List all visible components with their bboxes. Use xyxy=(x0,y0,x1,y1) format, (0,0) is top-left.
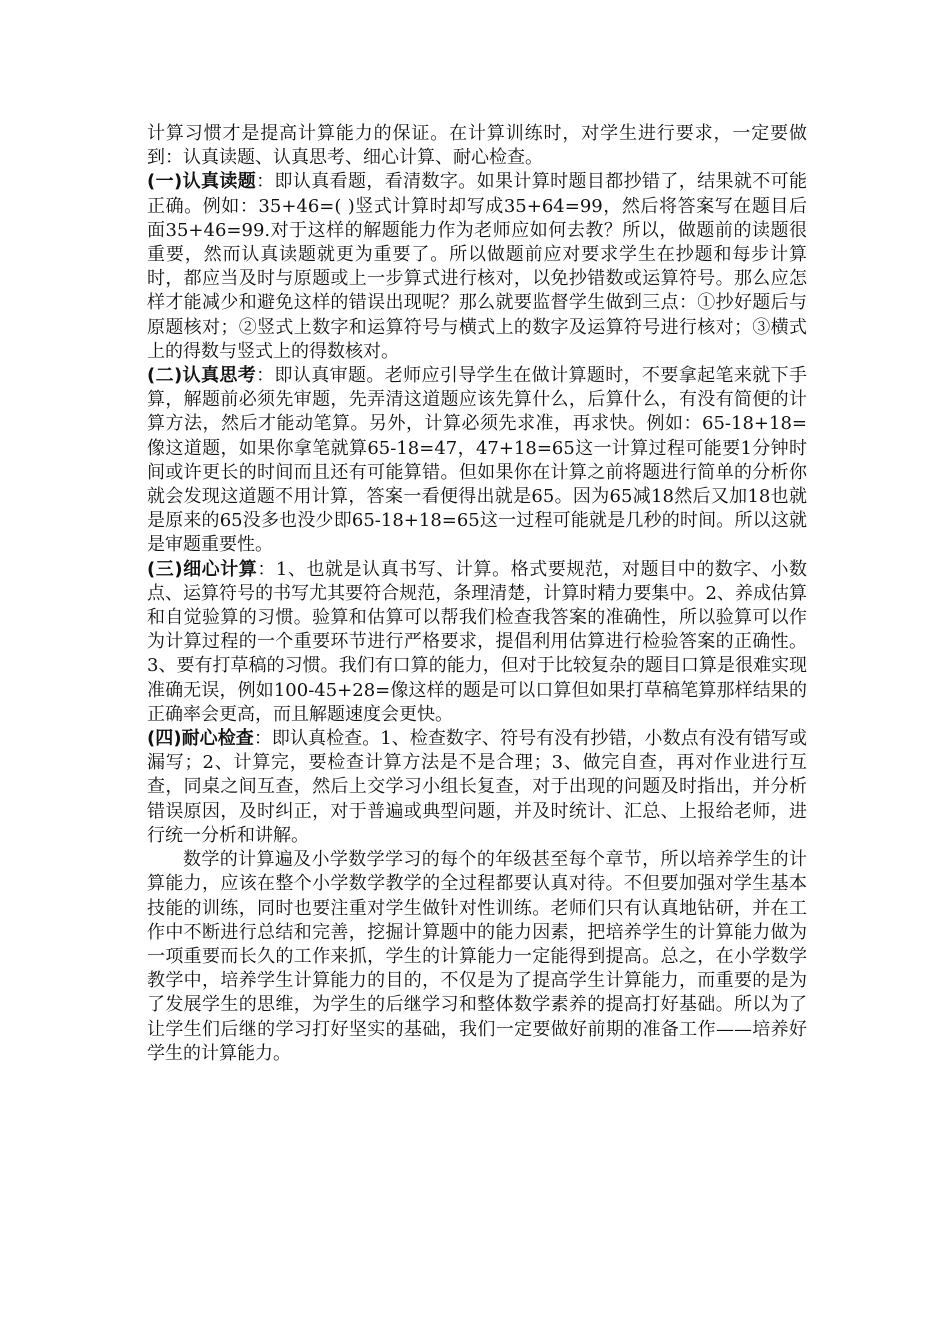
section-heading: (二)认真思考 xyxy=(147,365,257,387)
section-body: ：即认真看题，看清数字。如果计算时题目都抄错了，结果就不可能正确。例如：35+46=( )竖式计算时却写成35+64=99，然后将答案写在题目后面35+46=99.对于这样的解题能力作为老师应如何去教？所以，做题前的读题很重要，然而认真读题就更为重要了。所以做题前应对要求学生在抄题和每步计算时，都应当及时与原题或上一步算式进行核对，以免抄错数或运算符号。那么应怎样才能减少和避免这样的错误出现呢？那么就要监督学生做到三点：①抄好题后与原题核对；②竖式上数字和运算符号与横式上的数字及运算符号进行核对；③横式上的得数与竖式上的得数核对。 xyxy=(147,171,808,362)
section-body: ：即认真检查。1、检查数字、符号有没有抄错，小数点有没有错写或漏写；2、计算完，要检查计算方法是不是合理；3、做完自查，再对作业进行互查，同桌之间互查，然后上交学习小组长复查，对于出现的问题及时指出，并分析错误原因，及时纠正，对于普遍或典型问题，并及时统计、汇总、上报给老师，进行统一分析和讲解。 xyxy=(147,728,808,846)
intro-paragraph: 计算习惯才是提高计算能力的保证。在计算训练时，对学生进行要求，一定要做到：认真读题、认真思考、细心计算、耐心检查。 xyxy=(147,123,807,169)
section-calculate-carefully xyxy=(147,558,807,727)
document-body xyxy=(147,122,807,1066)
section-heading: (三)细心计算 xyxy=(147,558,258,580)
section-body: ：即认真审题。老师应引导学生在做计算题时，不要拿起笔来就下手算，解题前必须先审题，先弄清这道题应该先算什么，后算什么，有没有简便的计算方法，然后才能动笔算。另外，计算必须先求准，再求快。例如：65-18+18=像这道题，如果你拿笔就算65-18=47，47+18=65这一计算过程可能要1分钟时间或许更长的时间而且还有可能算错。但如果你在计算之前将题进行简单的分析你就会发现这道题不用计算，答案一看便得出就是65。因为65减18然后又加18也就是原来的65没多也没少即65-18+18=65这一过程可能就是几秒的时间。所以这就是审题重要性。 xyxy=(147,365,808,556)
section-body: ：1、也就是认真书写、计算。格式要规范，对题目中的数字、小数点、运算符号的书写尤其要符合规范，条理清楚，计算时精力要集中。2、养成估算和自觉验算的习惯。验算和估算可以帮我们检查我答案的准确性，所以验算可以作为计算过程的一个重要环节进行严格要求，提倡利用估算进行检验答案的正确性。3、要有打草稿的习惯。我们有口算的能力，但对于比较复杂的题目口算是很难实现准确无误，例如100-45+28=像这样的题是可以口算但如果打草稿笔算那样结果的正确率会更高，而且解题速度会更快。 xyxy=(147,558,808,725)
section-heading: (一)认真读题 xyxy=(147,171,257,193)
conclusion-paragraph: 数学的计算遍及小学数学学习的每个的年级甚至每个章节，所以培养学生的计算能力，应该在整个小学数学教学的全过程都要认真对待。不但要加强对学生基本技能的训练，同时也要注重对学生做针对性训练。老师们只有认真地钻研，并在工作中不断进行总结和完善，挖掘计算题中的能力因素，把培养学生的计算能力做为一项重要而长久的工作来抓，学生的计算能力一定能得到提高。总之，在小学数学教学中，培养学生计算能力的目的，不仅是为了提高学生计算能力，而重要的是为了发展学生的思维，为学生的后继学习和整体数学素养的提高打好基础。所以为了让学生们后继的学习打好坚实的基础，我们一定要做好前期的准备工作——培养好学生的计算能力。 xyxy=(147,849,807,1064)
section-think-carefully xyxy=(147,364,807,558)
section-heading: (四)耐心检查 xyxy=(147,728,254,750)
section-check-patiently xyxy=(147,727,807,848)
section-read-carefully xyxy=(147,170,807,364)
